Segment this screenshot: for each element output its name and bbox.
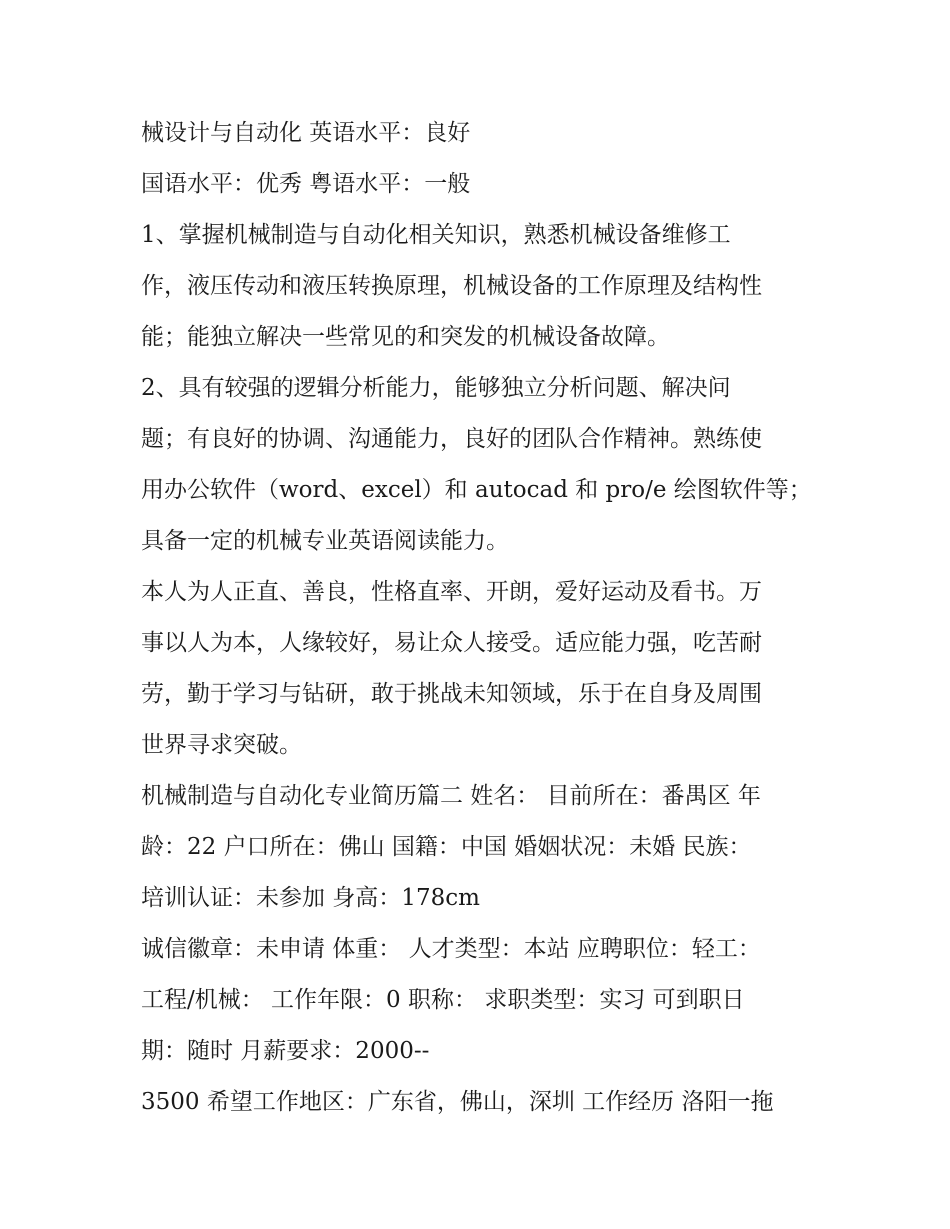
text-line: 3500 希望工作地区：广东省，佛山，深圳 工作经历 洛阳一拖 <box>141 1089 774 1115</box>
text-line: 本人为人正直、善良，性格直率、开朗，爱好运动及看书。万 <box>141 579 762 605</box>
text-line: 题；有良好的协调、沟通能力，良好的团队合作精神。熟练使 <box>141 426 762 452</box>
text-line: 1、掌握机械制造与自动化相关知识，熟悉机械设备维修工 <box>141 222 731 248</box>
text-line: 能；能独立解决一些常见的和突发的机械设备故障。 <box>141 324 670 350</box>
text-line: 械设计与自动化 英语水平：良好 <box>141 120 471 146</box>
text-line: 龄：22 户口所在：佛山 国籍：中国 婚姻状况：未婚 民族： <box>141 834 752 860</box>
text-line: 国语水平：优秀 粤语水平：一般 <box>141 171 471 197</box>
text-line: 具备一定的机械专业英语阅读能力。 <box>141 528 509 554</box>
text-line: 期：随时 月薪要求：2000-- <box>141 1038 430 1064</box>
text-line: 2、具有较强的逻辑分析能力，能够独立分析问题、解决问 <box>141 375 731 401</box>
text-line: 世界寻求突破。 <box>141 732 302 758</box>
text-line: 事以人为本，人缘较好，易让众人接受。适应能力强，吃苦耐 <box>141 630 762 656</box>
text-line: 培训认证：未参加 身高：178cm <box>141 885 480 911</box>
resume-text-body <box>141 108 821 1128</box>
text-line: 用办公软件（word、excel）和 autocad 和 pro/e 绘图软件等； <box>141 477 812 503</box>
text-line: 作，液压传动和液压转换原理，机械设备的工作原理及结构性 <box>141 273 762 299</box>
text-line: 劳，勤于学习与钻研，敢于挑战未知领域，乐于在自身及周围 <box>141 681 762 707</box>
text-line: 机械制造与自动化专业简历篇二 姓名： 目前所在：番禺区 年 <box>141 783 761 809</box>
text-line: 工程/机械： 工作年限：0 职称： 求职类型：实习 可到职日 <box>141 987 745 1013</box>
text-line: 诚信徽章：未申请 体重： 人才类型：本站 应聘职位：轻工： <box>141 936 761 962</box>
